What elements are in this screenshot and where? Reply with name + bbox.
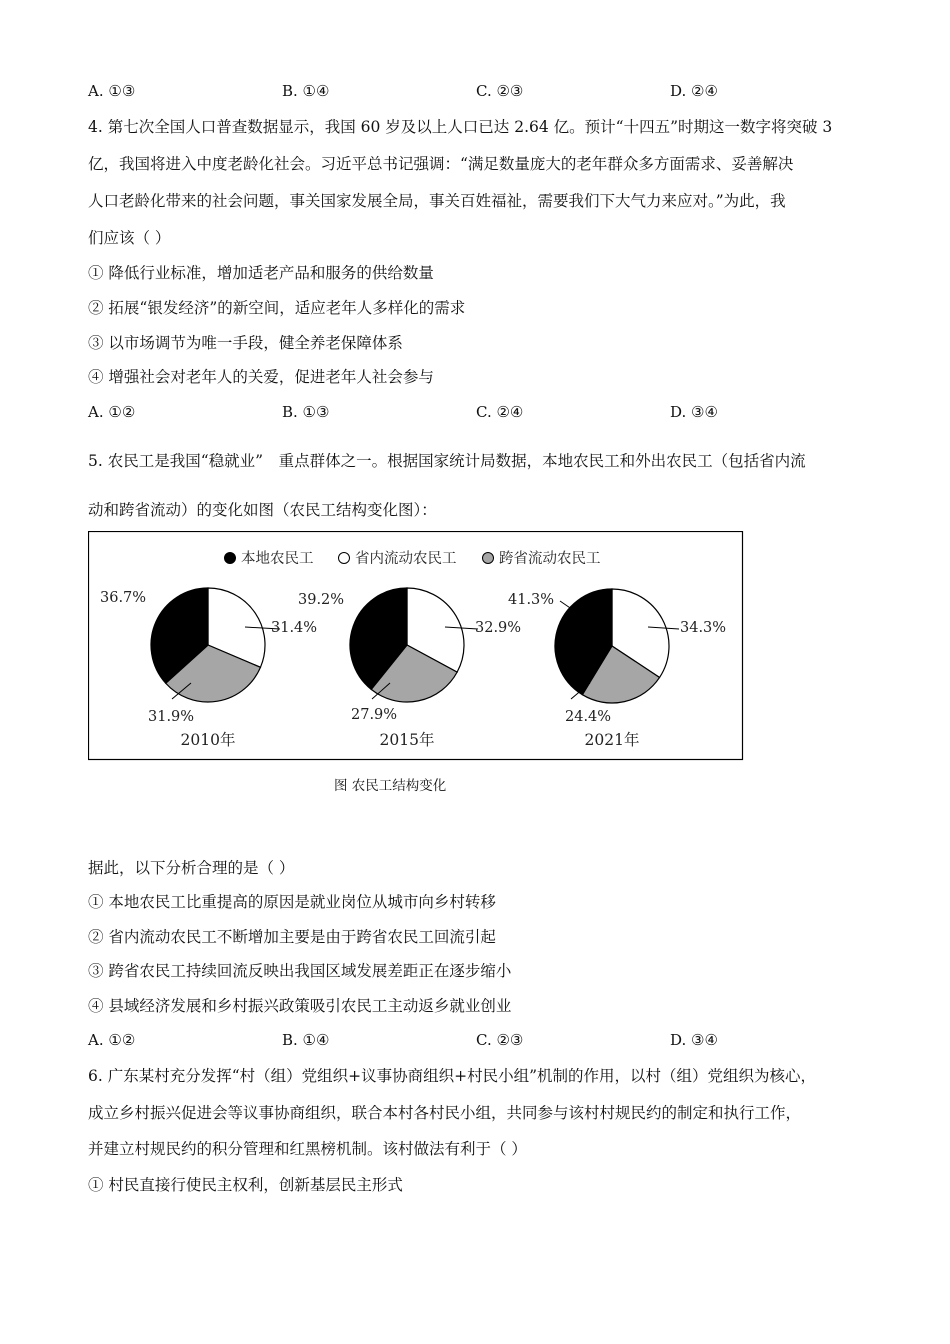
pie-2-value-label-3: 27.9% [351, 707, 398, 723]
q4-item-3: ③ 以市场调节为唯一手段，健全养老保障体系 [88, 334, 403, 352]
q5-question-line: 据此，以下分析合理的是（ ） [88, 859, 295, 877]
q4-options [88, 403, 848, 423]
pie-1-value-label-2: 31.4% [271, 620, 318, 636]
legend-label-1: 本地农民工 [241, 551, 314, 567]
q5-option-d: D. ③④ [670, 1031, 718, 1049]
pie-1-value-label-3: 31.9% [148, 709, 195, 725]
pie-3-year-label: 2021年 [584, 731, 640, 749]
q3-option-b: B. ①④ [282, 82, 330, 100]
pie-3-value-label-2: 34.3% [680, 620, 727, 636]
q4-item-4: ④ 增强社会对老年人的关爱，促进老年人社会参与 [88, 368, 434, 386]
pie-2-year-label: 2015年 [379, 731, 435, 749]
q5-option-c: C. ②③ [476, 1031, 524, 1049]
q4-option-b: B. ①③ [282, 403, 330, 421]
q5-stem-line-1: 5. 农民工是我国“稳就业” 重点群体之一。根据国家统计局数据，本地农民工和外出农民工（包括省内流 [88, 452, 806, 470]
q5-item-4: ④ 县域经济发展和乡村振兴政策吸引农民工主动返乡就业创业 [88, 997, 512, 1015]
q3-options [88, 82, 848, 102]
q4-stem-line-3: 人口老龄化带来的社会问题，事关国家发展全局，事关百姓福祉，需要我们下大气力来应对。”为此，我 [88, 192, 786, 210]
legend-marker-3 [483, 553, 494, 564]
q5-item-3: ③ 跨省农民工持续回流反映出我国区域发展差距正在逐步缩小 [88, 962, 512, 980]
q3-option-d: D. ②④ [670, 82, 718, 100]
q3-option-c: C. ②③ [476, 82, 524, 100]
pie-3-value-label-3: 24.4% [565, 709, 612, 725]
q5-item-2: ② 省内流动农民工不断增加主要是由于跨省农民工回流引起 [88, 928, 496, 946]
q5-stem-line-2: 动和跨省流动）的变化如图（农民工结构变化图）： [88, 501, 437, 519]
pie-3-value-label-1: 41.3% [508, 592, 555, 608]
q4-item-2: ② 拓展“银发经济”的新空间，适应老年人多样化的需求 [88, 299, 466, 317]
pie-1-value-label-1: 36.7% [100, 590, 147, 606]
q6-stem-line-3: 并建立村规民约的积分管理和红黑榜机制。该村做法有利于（ ） [88, 1140, 527, 1158]
legend-label-2: 省内流动农民工 [355, 551, 457, 567]
q4-stem-line-1: 4. 第七次全国人口普查数据显示，我国 60 岁及以上人口已达 2.64 亿。预计“十四五”时期这一数字将突破 3 [88, 118, 833, 136]
legend-marker-1 [225, 553, 236, 564]
q6-item-1: ① 村民直接行使民主权利，创新基层民主形式 [88, 1176, 403, 1194]
q5-option-a: A. ①② [88, 1031, 136, 1049]
migrant-worker-structure-chart [88, 531, 744, 761]
figure-caption: 图 农民工结构变化 [334, 778, 447, 794]
pie-2-value-label-2: 32.9% [475, 620, 522, 636]
legend-label-3: 跨省流动农民工 [499, 551, 601, 567]
pie-1-year-label: 2010年 [180, 731, 236, 749]
q3-option-a: A. ①③ [88, 82, 136, 100]
q4-stem-line-2: 亿，我国将进入中度老龄化社会。习近平总书记强调：“满足数量庞大的老年群众多方面需求、妥善解决 [88, 155, 794, 173]
q5-item-1: ① 本地农民工比重提高的原因是就业岗位从城市向乡村转移 [88, 893, 496, 911]
q5-option-b: B. ①④ [282, 1031, 330, 1049]
q4-item-1: ① 降低行业标准，增加适老产品和服务的供给数量 [88, 264, 434, 282]
q6-stem-line-1: 6. 广东某村充分发挥“村（组）党组织+议事协商组织+村民小组”机制的作用，以村（组）党组织为核心， [88, 1067, 817, 1085]
chart-legend [225, 550, 601, 567]
q4-option-c: C. ②④ [476, 403, 524, 421]
q6-stem-line-2: 成立乡村振兴促进会等议事协商组织，联合本村各村民小组，共同参与该村村规民约的制定和执行工作， [88, 1104, 802, 1122]
q4-option-d: D. ③④ [670, 403, 718, 421]
pie-2-value-label-1: 39.2% [298, 592, 345, 608]
legend-marker-2 [339, 553, 350, 564]
q4-stem-line-4: 们应该（ ） [88, 229, 171, 247]
q4-option-a: A. ①② [88, 403, 136, 421]
q5-options [88, 1031, 848, 1051]
